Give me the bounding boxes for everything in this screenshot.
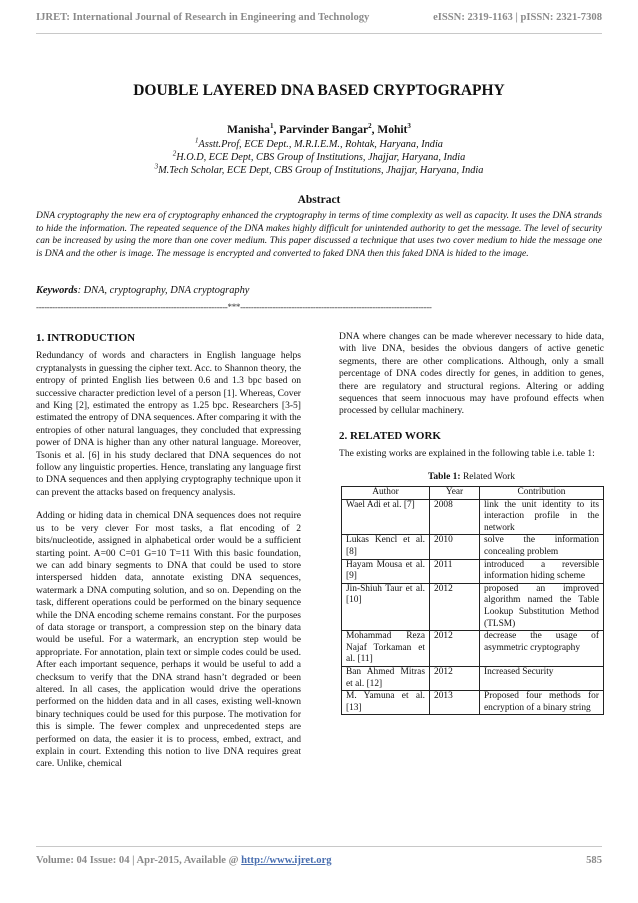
affiliation-sup: 2 xyxy=(172,149,177,158)
column-header: Author xyxy=(342,487,430,500)
table-cell: link the unit identity to its interaction profile in the network xyxy=(480,499,604,535)
table-caption-text: Related Work xyxy=(460,471,516,482)
affiliation-text: H.O.D, ECE Dept, CBS Group of Institutions, Jhajjar, Haryana, India xyxy=(176,152,466,163)
affiliation-sup: 3 xyxy=(154,162,159,171)
table-cell: Proposed four methods for encryption of a binary string xyxy=(480,691,604,715)
affiliation-line xyxy=(36,138,602,151)
author-separator: , xyxy=(371,124,378,136)
author-name: Mohit xyxy=(377,124,408,136)
volume-info xyxy=(36,855,332,866)
table-cell: introduced a reversible information hiding scheme xyxy=(480,559,604,583)
paragraph: DNA where changes can be made wherever necessary to hide data, with live DNA, besides the obvious dangers of active genetic segments, there are other complications. Although, only a small percentage of DNA codes directly for genes, in addition to genes, there are regulatory and structural regions. Altering or adding sequences that seem innocuous may have profound effects when processed by cellular machinery. xyxy=(339,331,604,417)
author-sup: 1 xyxy=(269,122,274,131)
affiliation-line xyxy=(36,151,602,164)
author-name: Manisha xyxy=(227,124,270,136)
column-header: Contribution xyxy=(480,487,604,500)
table-cell: Increased Security xyxy=(480,666,604,690)
abstract-text: DNA cryptography the new era of cryptography enhanced the cryptography in terms of time complexity as well as capacity. It uses the DNA strands to hide the information. The repeated sequence of the DNA makes highly difficult for unintended authority to get the message. The level of security can be increased by using the more than one cover medium. This paper discussed a technique that uses two cover medium to hide the message one is DNA and the other is image. The message is encrypted and converted to faked DNA then this faked DNA is hided to the image. xyxy=(36,210,602,259)
table-cell: Jin-Shiuh Taur et al. [10] xyxy=(342,583,430,630)
author-sup: 2 xyxy=(368,122,372,131)
abstract-heading: Abstract xyxy=(297,194,341,206)
running-header xyxy=(36,12,602,28)
left-column xyxy=(36,332,301,771)
table-cell: Mohammad Reza Najaf Torkaman et al. [11] xyxy=(342,631,430,667)
related-work-table xyxy=(341,486,604,715)
table-cell: Lukas Kencl et al. [8] xyxy=(342,535,430,559)
table-caption xyxy=(339,471,604,483)
section-heading-introduction: 1. INTRODUCTION xyxy=(36,332,136,344)
journal-name: IJRET: International Journal of Research in Engineering and Technology xyxy=(36,12,370,23)
table-cell: solve the information concealing problem xyxy=(480,535,604,559)
author-line xyxy=(36,124,602,136)
table-cell: M. Yamuna et al. [13] xyxy=(342,691,430,715)
table-row xyxy=(342,631,604,667)
table-cell: 2010 xyxy=(430,535,480,559)
affiliation-text: M.Tech Scholar, ECE Dept, CBS Group of Institutions, Jhajjar, Haryana, India xyxy=(158,165,484,176)
keywords-text: : DNA, cryptography, DNA cryptography xyxy=(77,285,250,296)
section-divider: -----------------------------------------------------------------------***----------------------------------------------------------------------- xyxy=(36,302,432,312)
table-cell: decrease the usage of asymmetric cryptography xyxy=(480,631,604,667)
table-cell: proposed an improved algorithm named the Table Lookup Substitution Method (TLSM) xyxy=(480,583,604,630)
affiliation-text: Asstt.Prof, ECE Dept., M.R.I.E.M., Rohtak, Haryana, India xyxy=(198,139,443,150)
table-cell: Ban Ahmed Mitras et al. [12] xyxy=(342,666,430,690)
table-cell: 2012 xyxy=(430,666,480,690)
volume-text: Volume: 04 Issue: 04 | Apr-2015, Available @ xyxy=(36,855,242,866)
keywords xyxy=(36,285,602,296)
affiliation-line xyxy=(36,164,602,177)
table-cell: 2008 xyxy=(430,499,480,535)
affiliation-sup: 1 xyxy=(195,136,199,145)
table-cell: Hayam Mousa et al. [9] xyxy=(342,559,430,583)
paper-title: DOUBLE LAYERED DNA BASED CRYPTOGRAPHY xyxy=(133,82,505,99)
table-row xyxy=(342,499,604,535)
affiliations xyxy=(36,138,602,177)
keywords-label: Keywords xyxy=(36,285,78,296)
running-footer xyxy=(36,855,602,869)
paragraph: Adding or hiding data in chemical DNA sequences does not require us to be very clever For most tasks, a flat encoding of 2 bits/nucleotide, assigned in alphabetical order would be a sufficient starting point. A=00 C=01 G=10 T=11 With this basic foundation, we can add binary segments to DNA that could be used to store interspersed hidden data, annotate existing DNA sequences, watermark a DNA computing solution, and so on. Depending on the task, different operations could be performed on the binary sequence while the DNA encoding scheme remains constant. For the purposes of data storage or transport, a compression step on the binary data would be useful. For a watermark, an encryption step would be appropriate. For annotation, plain text or simple codes could be used. After each important sequence, perhaps it would be useful to add a checksum to verify that the DNA strand hasn’t degraded or been altered. In all cases, the application would drive the operations performed on the hidden data and in all cases, existing well-known binary techniques could be used for this purpose. The motivation for this is simple. The fewer complex and unprecedented steps are performed on data, the easier it is to process, embed, extract, and explain in court. Extending this notion to live DNA requires great care. Unlike, chemical xyxy=(36,510,301,770)
author-sup: 3 xyxy=(407,122,411,131)
paragraph: Redundancy of words and characters in English language helps cryptanalysts in guessing the cipher text. Acc. to Shannon theory, the entropy of printed English lies between 0.6 and 1.3 bpc based on successive character prediction level of a person [1]. Whereas, Cover and King [2], estimated the entropy as 1.25 bpc. Researchers [3-5] estimated the entropy of DNA sequences. After comparing it with the entropies of other natural languages, they concluded that expressing power of DNA is higher than any other natural language. Moreover, Tsonis et al. [6] in his study declared that DNA sequences do not follow any linguistic properties. Hence, translating any language first to DNA sequences and then applying cryptography technique upon it can prevent the attacks based on frequency analysis. xyxy=(36,350,301,498)
page-number: 585 xyxy=(586,855,602,866)
section-heading-related-work: 2. RELATED WORK xyxy=(339,429,441,442)
table-header-row xyxy=(342,487,604,500)
header-rule xyxy=(36,33,602,34)
footer-rule xyxy=(36,846,602,847)
author-name: Parvinder Bangar xyxy=(279,124,369,136)
right-column xyxy=(339,331,604,715)
column-header: Year xyxy=(430,487,480,500)
table-row xyxy=(342,559,604,583)
table-cell: 2013 xyxy=(430,691,480,715)
table-cell: 2012 xyxy=(430,583,480,630)
table-cell: Wael Adi et al. [7] xyxy=(342,499,430,535)
table-row xyxy=(342,666,604,690)
table-row xyxy=(342,535,604,559)
author-separator: , xyxy=(273,124,280,136)
table-caption-label: Table 1: xyxy=(427,471,461,482)
table-cell: 2011 xyxy=(430,559,480,583)
table-row xyxy=(342,583,604,630)
table-row xyxy=(342,691,604,715)
journal-link[interactable]: http://www.ijret.org xyxy=(241,855,332,866)
issn-text: eISSN: 2319-1163 | pISSN: 2321-7308 xyxy=(433,12,602,23)
paragraph: The existing works are explained in the following table i.e. table 1: xyxy=(339,448,595,460)
table-cell: 2012 xyxy=(430,631,480,667)
